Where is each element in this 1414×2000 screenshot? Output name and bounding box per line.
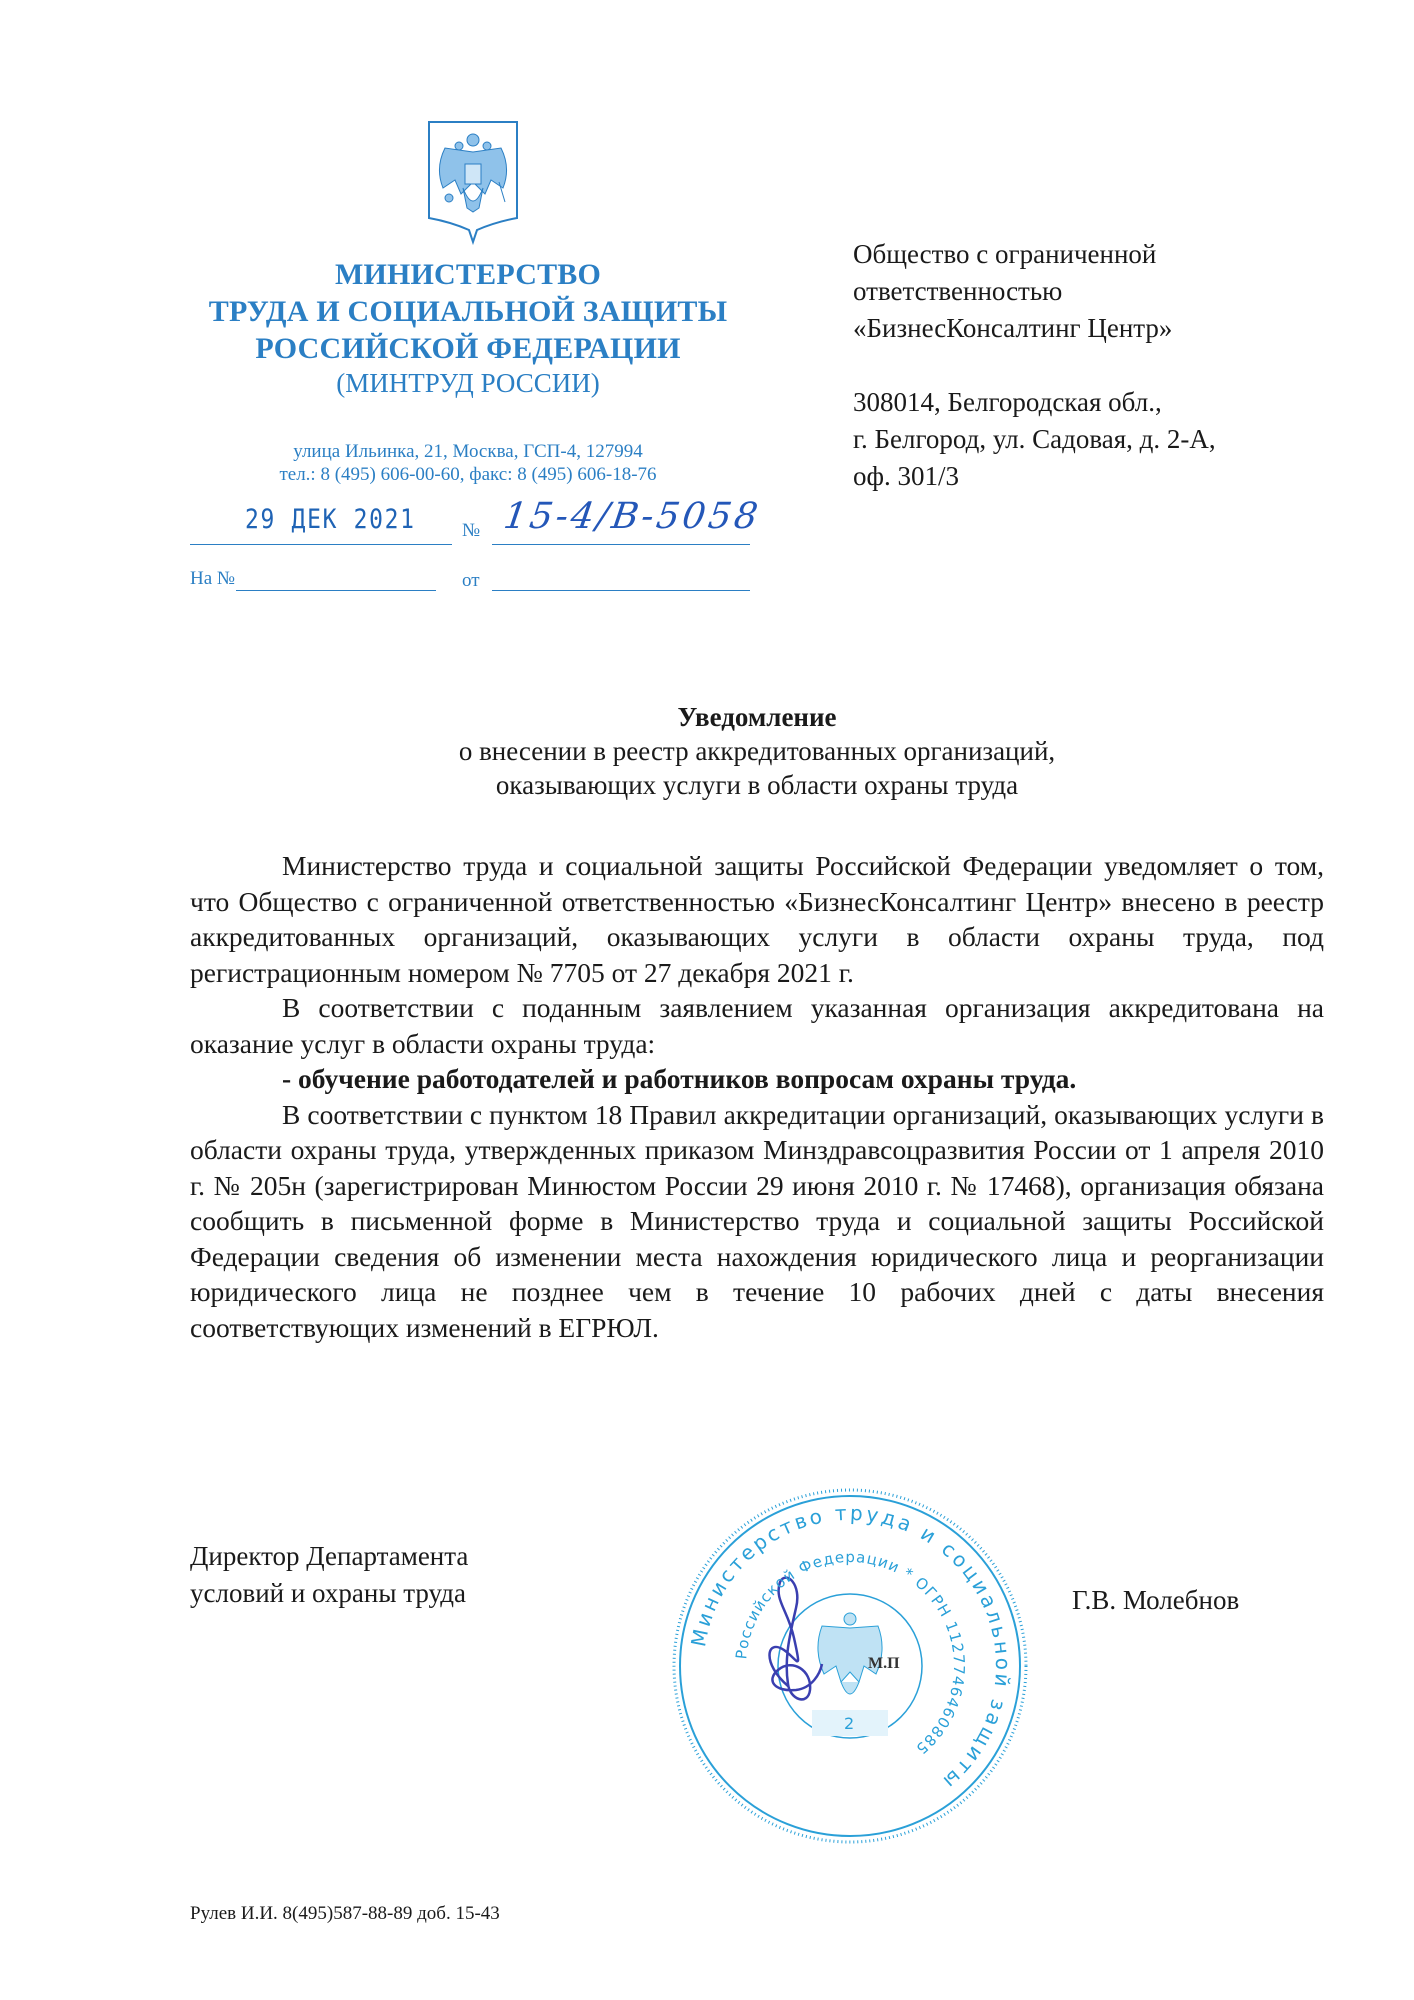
outgoing-date-field: [190, 502, 452, 545]
accredited-service: - обучение работодателей и работников вопросам охраны труда.: [282, 1063, 1077, 1094]
spacer: [853, 347, 1313, 384]
signer-position-line: условий и охраны труда: [190, 1578, 466, 1608]
seal-number: 2: [844, 1714, 855, 1733]
seal-lettering: [662, 1478, 1038, 1854]
incoming-number-field: [236, 560, 436, 591]
coat-of-arms-emblem: [425, 118, 521, 246]
incoming-date-field: [492, 560, 750, 591]
incoming-number-label: На №: [190, 568, 236, 589]
signer-name: Г.В. Молебнов: [1072, 1585, 1240, 1615]
ministry-contacts: [190, 440, 746, 486]
seal-center-mark: М.П: [868, 1655, 900, 1672]
document-heading: [190, 700, 1324, 802]
outgoing-number: 15-4/В-5058: [501, 496, 764, 537]
ministry-line: МИНИСТЕРСТВО: [334, 258, 602, 291]
incoming-date-label: от: [462, 570, 480, 591]
document-title: Уведомление: [677, 702, 837, 732]
ministry-line: РОССИЙСКОЙ ФЕДЕРАЦИИ: [255, 332, 681, 365]
body-paragraph: Министерство труда и социальной защиты Российской Федерации уведомляет о том, что Общество с ограниченной ответственностью «БизнесКонсалтинг Центр» внесено в реестр аккредитованных организаций, оказывающих услуги в области охраны труда, под регистрационным номером № 7705 от 27 декабря 2021 г.: [190, 850, 1324, 988]
recipient-address-line: оф. 301/3: [853, 461, 959, 491]
number-label: №: [462, 520, 481, 541]
recipient-org-line: ответственностью: [853, 276, 1063, 306]
ministry-name: [190, 256, 746, 400]
recipient-block: [853, 236, 1313, 495]
ministry-phones: тел.: 8 (495) 606-00-60, факс: 8 (495) 606-18-76: [279, 464, 657, 485]
seal-inner-text: Российской Федерации * ОГРН 1127746460885: [732, 1547, 969, 1759]
recipient-org-line: Общество с ограниченной: [853, 239, 1157, 269]
outgoing-date: 29 ДЕК 2021: [245, 504, 416, 535]
signer-position-line: Директор Департамента: [190, 1541, 469, 1571]
official-seal: [662, 1478, 1038, 1854]
document-body: [190, 848, 1324, 1345]
ministry-address: улица Ильинка, 21, Москва, ГСП-4, 127994: [293, 441, 643, 462]
body-paragraph: В соответствии с пунктом 18 Правил аккредитации организаций, оказывающих услуги в области охраны труда, утвержденных приказом Минздравсоцразвития России от 1 апреля 2010 г. № 205н (зарегистрирован Минюстом России 29 июня 2010 г. № 17468), организация обязана сообщить в письменной форме в Министерство труда и социальной защиты Российской Федерации сведения об изменении места нахождения юридического лица и реорганизации юридического лица не позднее чем в течение 10 рабочих дней с даты внесения соответствующих изменений в ЕГРЮЛ.: [190, 1098, 1324, 1343]
recipient-address-line: 308014, Белгородская обл.,: [853, 387, 1162, 417]
document-subtitle-line: о внесении в реестр аккредитованных организаций,: [458, 736, 1056, 766]
body-paragraph: В соответствии с поданным заявлением указанная организация аккредитована на оказание услуг в области охраны труда:: [190, 992, 1324, 1059]
recipient-address-line: г. Белгород, ул. Садовая, д. 2-А,: [853, 424, 1216, 454]
incoming-reference: [190, 560, 750, 596]
ministry-abbreviation: (МИНТРУД РОССИИ): [336, 368, 600, 398]
executor-contact: Рулев И.И. 8(495)587-88-89 доб. 15-43: [190, 1903, 500, 1924]
signer-position: [190, 1538, 610, 1612]
outgoing-reference: [190, 496, 764, 546]
recipient-org-line: «БизнесКонсалтинг Центр»: [853, 313, 1173, 343]
seal-outer-text: Министерство труда и социальной защиты: [686, 1500, 1016, 1796]
ministry-line: ТРУДА И СОЦИАЛЬНОЙ ЗАЩИТЫ: [208, 295, 728, 328]
document-subtitle-line: оказывающих услуги в области охраны труда: [495, 770, 1019, 800]
outgoing-number-field: [492, 496, 764, 545]
